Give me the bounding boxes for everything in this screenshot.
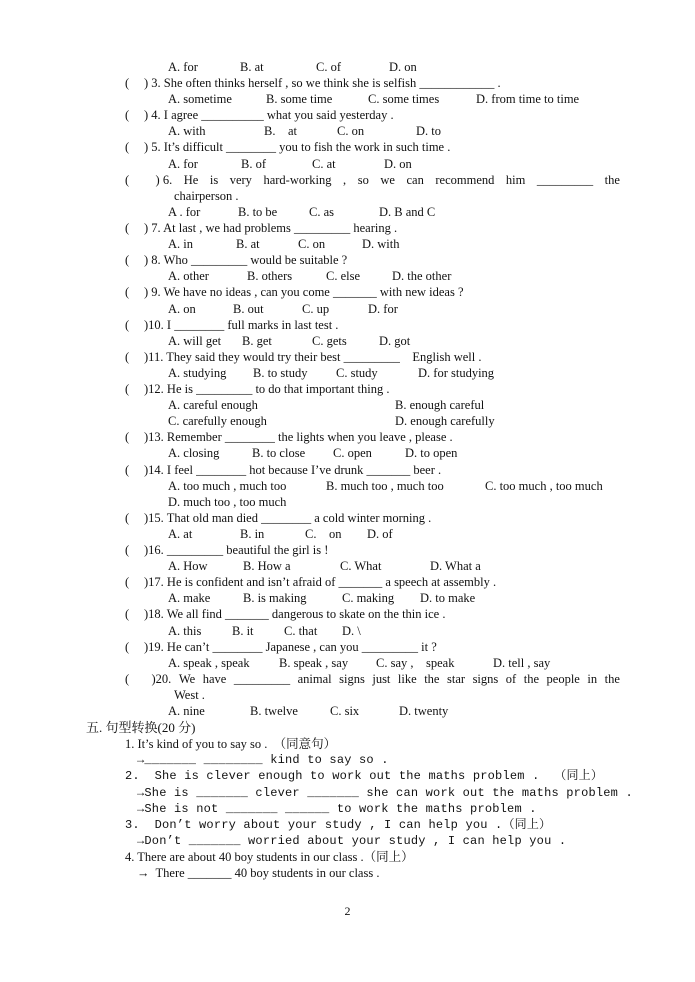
question-word: star <box>446 672 466 686</box>
prompt-text: 3. Don’t worry about your study , I can help you .（同上） <box>125 818 552 832</box>
question-number: )15. <box>144 511 167 525</box>
question-number: )16. <box>144 543 167 557</box>
options-row <box>0 590 695 606</box>
option-text: B. get <box>242 334 272 348</box>
question-number: ) 3. <box>144 76 164 90</box>
answer-paren: ( <box>125 108 130 122</box>
question-row <box>0 510 695 526</box>
answer-text: →She is not _______ ______ to work the maths problem . <box>137 802 537 816</box>
option-text: C. on <box>337 124 365 138</box>
question-row <box>0 107 695 123</box>
option-text: A . for <box>168 205 201 219</box>
question-text: At last , we had problems _________ hearing . <box>163 221 398 235</box>
answer-paren: ( <box>125 140 130 154</box>
option-text: B. is making <box>243 591 307 605</box>
options-row <box>0 123 695 139</box>
option-text: C. at <box>312 157 336 171</box>
option-text: C. on <box>305 527 342 541</box>
question-word: signs <box>339 672 365 686</box>
answer-paren: ( <box>125 607 130 621</box>
question-text: I feel ________ hot because I’ve drunk _______ beer . <box>166 463 442 477</box>
option-text: B. at <box>236 237 260 251</box>
options-row <box>0 526 695 542</box>
question-row <box>0 220 695 236</box>
answer-paren: ( <box>125 430 130 444</box>
option-text: D. tell , say <box>493 656 551 670</box>
answer-paren: ( <box>125 318 130 332</box>
option-text: D. much too , too much <box>168 495 287 509</box>
option-text: C. as <box>309 205 334 219</box>
answer-paren: ( <box>125 511 130 525</box>
option-text: D. to make <box>420 591 476 605</box>
question-row <box>0 542 695 558</box>
question-word: , <box>343 173 347 187</box>
question-text: chairperson . <box>174 189 239 203</box>
option-text: D. \ <box>342 624 361 638</box>
question-row <box>0 462 695 478</box>
options-row <box>0 623 695 639</box>
option-text: A. other <box>168 269 209 283</box>
answer-paren: ( <box>125 575 130 589</box>
question-word: _________ <box>233 672 291 686</box>
option-text: A. this <box>168 624 202 638</box>
question-text: He can’t ________ Japanese , can you _________ it ? <box>166 640 437 654</box>
option-text: A. nine <box>168 704 205 718</box>
option-text: A. How <box>168 559 208 573</box>
option-text: C. study <box>336 366 378 380</box>
answer-paren: ( <box>125 76 130 90</box>
question-row <box>0 381 695 397</box>
option-text: B. to close <box>252 446 306 460</box>
question-number: ) 8. <box>144 253 164 267</box>
options-row <box>0 655 695 671</box>
question-number: )17. <box>144 575 167 589</box>
options-row <box>0 413 695 429</box>
question-row <box>0 349 695 365</box>
question-word: signs <box>472 672 499 686</box>
question-number: )14. <box>144 463 167 477</box>
option-text: B. twelve <box>250 704 298 718</box>
option-text: C. making <box>342 591 395 605</box>
option-text: A. speak , speak <box>168 656 250 670</box>
question-word: recommend <box>435 173 495 187</box>
question-word: him <box>505 173 526 187</box>
answer-paren: ( <box>125 350 130 364</box>
options-row <box>0 365 695 381</box>
question-number: )18. <box>144 607 167 621</box>
option-text: B. at <box>264 124 297 138</box>
option-text: C. too much , too much <box>485 479 603 493</box>
question-word: we <box>380 173 395 187</box>
option-text: D. to <box>416 124 441 138</box>
answer-line <box>0 801 695 817</box>
transformation-prompt <box>0 849 695 865</box>
prompt-text: 1. It’s kind of you to say so . （同意句） <box>125 737 337 751</box>
options-row <box>0 494 695 510</box>
question-word: _________ <box>536 173 594 187</box>
answer-paren: ( <box>125 285 130 299</box>
options-row <box>0 478 695 494</box>
option-text: A. in <box>168 237 193 251</box>
prompt-text: 4. There are about 40 boy students in our class .（同上） <box>125 850 414 864</box>
option-text: B. at <box>240 60 264 74</box>
question-number: ) 7. <box>144 221 164 235</box>
question-text: That old man died ________ a cold winter morning . <box>166 511 432 525</box>
options-row <box>0 558 695 574</box>
option-text: A. closing <box>168 446 220 460</box>
question-row <box>0 252 695 268</box>
answer-paren: ( <box>125 173 130 187</box>
question-continuation <box>0 188 695 204</box>
prompt-text: 2. She is clever enough to work out the maths problem . （同上） <box>125 769 604 783</box>
question-number: ) 4. <box>144 108 164 122</box>
question-text: He is _________ to do that important thing . <box>166 382 390 396</box>
question-text: We all find _______ dangerous to skate on the thin ice . <box>166 607 446 621</box>
question-word: We <box>178 672 196 686</box>
option-text: B. out <box>233 302 264 316</box>
question-text: West . <box>174 688 205 702</box>
question-row <box>0 671 620 687</box>
option-text: A. sometime <box>168 92 232 106</box>
option-text: D. for <box>368 302 398 316</box>
option-text: D. enough carefully <box>395 414 495 428</box>
option-text: C. some times <box>368 92 440 106</box>
option-text: A. with <box>168 124 206 138</box>
option-text: A. careful enough <box>168 398 258 412</box>
question-row <box>0 75 695 91</box>
question-number: )12. <box>144 382 167 396</box>
question-number: ) 9. <box>144 285 164 299</box>
question-text: Remember ________ the lights when you leave , please . <box>166 430 453 444</box>
question-row <box>0 317 695 333</box>
question-word: people <box>546 672 580 686</box>
question-number: )10. <box>144 318 167 332</box>
question-word: very <box>229 173 252 187</box>
option-text: C. What <box>340 559 382 573</box>
options-row <box>0 236 695 252</box>
option-text: B. enough careful <box>395 398 485 412</box>
answer-line <box>0 785 695 801</box>
question-word: is <box>209 173 219 187</box>
transformation-prompt <box>0 768 695 784</box>
question-word: like <box>397 672 417 686</box>
question-row <box>0 606 695 622</box>
option-text: A. will get <box>168 334 222 348</box>
option-text: B. it <box>232 624 254 638</box>
option-text: C. open <box>333 446 372 460</box>
answer-text: →_______ ________ kind to say so . <box>137 753 389 767</box>
question-row <box>0 139 695 155</box>
question-number: )11. <box>144 350 167 364</box>
answer-text: →Don’t _______ worried about your study , I can help you . <box>137 834 567 848</box>
question-word: just <box>372 672 391 686</box>
options-row <box>0 703 695 719</box>
option-text: A. for <box>168 157 198 171</box>
options-row <box>0 91 695 107</box>
option-text: C. up <box>302 302 330 316</box>
option-text: D. of <box>367 527 393 541</box>
answer-line <box>0 752 695 768</box>
answer-text: → There _______ 40 boy students in our class . <box>137 866 380 880</box>
option-text: B. in <box>240 527 265 541</box>
question-text: He is confident and isn’t afraid of _______ a speech at assembly . <box>166 575 497 589</box>
question-text: She often thinks herself , so we think she is selfish ____________ . <box>163 76 501 90</box>
option-text: B. of <box>241 157 266 171</box>
question-number: )20. <box>151 672 172 686</box>
question-word: can <box>406 173 424 187</box>
question-word: He <box>183 173 199 187</box>
options-row <box>0 301 695 317</box>
transformation-prompt <box>0 817 695 833</box>
question-text: It’s difficult ________ you to fish the work in such time . <box>163 140 451 154</box>
question-text: They said they would try their best _________ English well . <box>166 350 482 364</box>
question-word: the <box>604 173 620 187</box>
option-text: A. make <box>168 591 211 605</box>
option-text: D. on <box>384 157 412 171</box>
option-text: A. too much , much too <box>168 479 287 493</box>
options-row <box>0 397 695 413</box>
question-word: of <box>505 672 517 686</box>
option-text: B. others <box>247 269 293 283</box>
option-text: D. B and C <box>379 205 436 219</box>
transformation-prompt <box>0 736 695 752</box>
page-number: 2 <box>344 904 351 918</box>
option-text: A. studying <box>168 366 227 380</box>
options-row <box>0 59 695 75</box>
question-word: have <box>202 672 227 686</box>
option-text: A. for <box>168 60 198 74</box>
question-word: so <box>357 173 369 187</box>
option-text: D. for studying <box>418 366 495 380</box>
answer-paren: ( <box>125 640 130 654</box>
option-text: B. to study <box>253 366 308 380</box>
option-text: B. speak , say <box>279 656 349 670</box>
question-word: in <box>587 672 598 686</box>
option-text: C. carefully enough <box>168 414 267 428</box>
question-word: the <box>604 672 620 686</box>
answer-paren: ( <box>125 221 130 235</box>
answer-paren: ( <box>125 253 130 267</box>
option-text: C. else <box>326 269 361 283</box>
option-text: D. twenty <box>399 704 449 718</box>
question-row <box>0 429 695 445</box>
answer-line <box>0 833 695 849</box>
option-text: C. gets <box>312 334 347 348</box>
option-text: C. that <box>284 624 318 638</box>
question-number: ) 6. <box>155 173 173 187</box>
option-text: D. the other <box>392 269 452 283</box>
option-text: B. to be <box>238 205 278 219</box>
question-text: _________ beautiful the girl is ! <box>166 543 329 557</box>
option-text: D. with <box>362 237 400 251</box>
answer-paren: ( <box>125 463 130 477</box>
question-text: Who _________ would be suitable ? <box>163 253 348 267</box>
option-text: B. How a <box>243 559 291 573</box>
answer-text: →She is _______ clever _______ she can work out the maths problem . <box>137 786 633 800</box>
option-text: D. from time to time <box>476 92 580 106</box>
option-text: B. some time <box>266 92 333 106</box>
question-row <box>0 284 695 300</box>
answer-paren: ( <box>125 543 130 557</box>
question-continuation <box>0 687 695 703</box>
option-text: A. on <box>168 302 196 316</box>
question-word: the <box>523 672 539 686</box>
option-text: D. What a <box>430 559 481 573</box>
option-text: B. much too , much too <box>326 479 444 493</box>
options-row <box>0 268 695 284</box>
options-row <box>0 445 695 461</box>
answer-paren: ( <box>125 672 130 686</box>
option-text: D. on <box>389 60 417 74</box>
question-word: hard-working <box>263 173 332 187</box>
question-row <box>0 172 620 188</box>
question-number: )13. <box>144 430 167 444</box>
question-text: I ________ full marks in last test . <box>166 318 339 332</box>
option-text: D. got <box>379 334 411 348</box>
question-row <box>0 574 695 590</box>
options-row <box>0 333 695 349</box>
answer-line <box>0 865 695 881</box>
options-row <box>0 204 695 220</box>
question-number: )19. <box>144 640 167 654</box>
option-text: C. say , speak <box>376 656 455 670</box>
option-text: C. on <box>298 237 326 251</box>
question-text: We have no ideas , can you come _______ with new ideas ? <box>163 285 464 299</box>
section-title: 五. 句型转换(20 分) <box>86 720 196 735</box>
question-word: the <box>424 672 440 686</box>
answer-paren: ( <box>125 382 130 396</box>
option-text: A. at <box>168 527 193 541</box>
option-text: D. to open <box>405 446 458 460</box>
option-text: C. six <box>330 704 360 718</box>
question-number: ) 5. <box>144 140 164 154</box>
section-heading <box>0 720 695 736</box>
question-word: animal <box>297 672 332 686</box>
options-row <box>0 156 695 172</box>
question-text: I agree __________ what you said yesterday . <box>163 108 394 122</box>
question-row <box>0 639 695 655</box>
option-text: C. of <box>316 60 341 74</box>
